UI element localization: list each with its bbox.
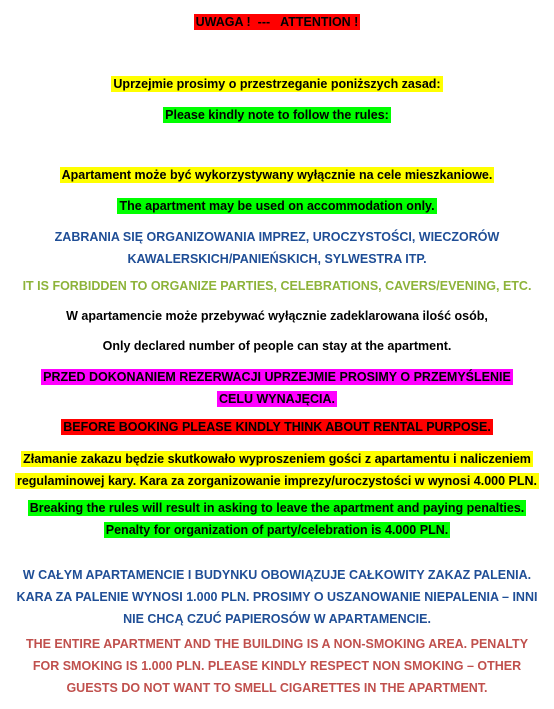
attention-title: UWAGA ! --- ATTENTION ! — [195, 15, 359, 29]
intro-pl: Uprzejmie prosimy o przestrzeganie poniższych zasad: — [113, 77, 441, 91]
residential-pl: Apartament może być wykorzystywany wyłącznie na cele mieszkaniowe. — [61, 168, 493, 182]
guests-en: Only declared number of people can stay at the apartment. — [102, 339, 452, 353]
smoking-en: THE ENTIRE APARTMENT AND THE BUILDING IS A NON-SMOKING AREA. PENALTY FOR SMOKING IS 1.000 PLN. PLEASE KINDLY RESPECT NON SMOKING – OTHER GUESTS DO NOT WANT TO SMELL CIGARETTES IN THE APARTMENT. — [25, 637, 529, 695]
penalty-en: Breaking the rules will result in asking to leave the apartment and paying penalties. Penalty for organization of party/celebration is 4.000 PLN. — [29, 501, 525, 537]
penalty-en-block — [0, 497, 554, 541]
purpose-en-line — [0, 418, 554, 436]
purpose-pl: PRZED DOKONANIEM REZERWACJI UPRZEJMIE PROSIMY O PRZEMYŚLENIE CELU WYNAJĘCIA. — [43, 370, 511, 406]
smoking-pl: W CAŁYM APARTAMENCIE I BUDYNKU OBOWIĄZUJE CAŁKOWITY ZAKAZ PALENIA. KARA ZA PALENIE WYNOSI 1.000 PLN. PROSIMY O USZANOWANIE NIEPALENIA – INNI NIE CHCĄ CZUĆ PAPIEROSÓW W APARTAMENCIE. — [16, 568, 538, 626]
purpose-pl-block — [0, 366, 554, 410]
penalty-pl-block — [0, 448, 554, 492]
residential-pl-line — [0, 166, 554, 184]
residential-en-line — [0, 197, 554, 215]
residential-en: The apartment may be used on accommodation only. — [119, 199, 435, 213]
penalty-pl: Złamanie zakazu będzie skutkowało wyproszeniem gości z apartamentu i naliczeniem regulaminowej kary. Kara za zorganizowanie imprezy/uroczystości w wynosi 4.000 PLN. — [16, 452, 538, 488]
intro-pl-line — [0, 75, 554, 93]
intro-en-line — [0, 106, 554, 124]
purpose-en: BEFORE BOOKING PLEASE KINDLY THINK ABOUT RENTAL PURPOSE. — [63, 420, 491, 434]
parties-en: IT IS FORBIDDEN TO ORGANIZE PARTIES, CELEBRATIONS, CAVERS/EVENING, ETC. — [22, 279, 532, 293]
parties-pl: ZABRANIA SIĘ ORGANIZOWANIA IMPREZ, UROCZYSTOŚCI, WIECZORÓW KAWALERSKICH/PANIEŃSKICH, SYLWESTRA ITP. — [54, 230, 500, 266]
guests-pl: W apartamencie może przebywać wyłącznie zadeklarowana ilość osób, — [66, 309, 488, 323]
attention-header — [0, 13, 554, 31]
intro-en: Please kindly note to follow the rules: — [165, 108, 389, 122]
